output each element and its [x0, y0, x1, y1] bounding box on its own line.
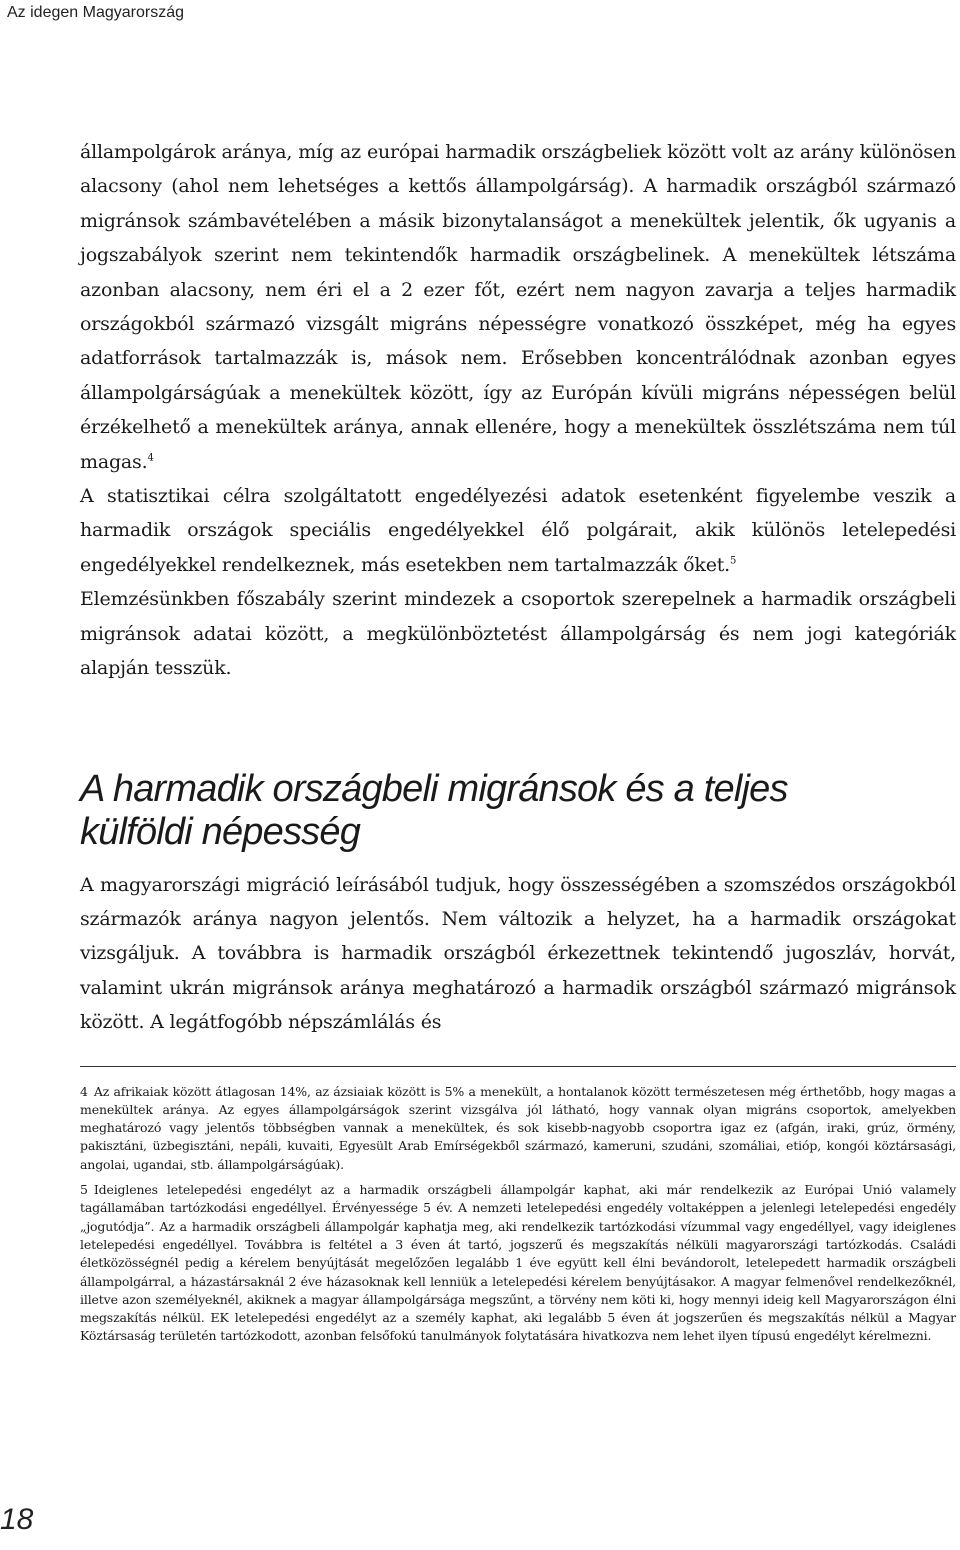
section-heading-line-1: A harmadik országbeli migránsok és a teljes [80, 767, 788, 810]
footnote-number: 4 [80, 1083, 88, 1099]
body-paragraph [80, 479, 956, 582]
footnote [80, 1181, 956, 1346]
page-number: 18 [0, 1503, 34, 1536]
footnote-text: Ideiglenes letelepedési engedélyt az a harmadik országbeli állampolgár kaphat, aki már rendelkezik az Európai Unió valamely tagállamában tartózkodási engedéllyel. Érvényessége 5 év. A nemzeti letelepedési engedély voltaképpen a jelenlegi letelepedési engedély „jogutódja”. Az a harmadik országbeli állampolgár kaphatja meg, aki rendelkezik tartózkodási vízummal vagy engedéllyel, vagy ideiglenes letelepedési engedéllyel. Továbbra is feltétel a 3 éven át tartó, jogszerű és megszakítás nélküli magyarországi tartózkodás. Családi életközösségnél pedig a kérelem benyújtását megelőzően legalább 1 éve együtt kell élni bevándorolt, letelepedett harmadik országbeli állampolgárral, a házastársaknál 2 éve házasoknak kell lenniük a letelepedési kérelem benyújtásakor. A magyar felmenővel rendelkezőknél, illetve azon személyeknél, akiknek a magyar állampolgársága megszűnt, a törvény nem köti ki, hogy mennyi ideig kell Magyarországon élni megszakítás nélkül. EK letelepedési engedélyt az a személy kaphat, aki legalább 5 éven át jogszerűen és megszakítás nélkül a Magyar Köztársaság területén tartózkodott, azonban felsőfokú tanulmányok folytatására hivatkozva nem lehet ilyen típusú engedélyt kérelmezni. [80, 1182, 956, 1344]
body-text [80, 135, 956, 686]
section-heading-line-2: külföldi népesség [80, 810, 361, 853]
footnote-number: 5 [80, 1182, 88, 1198]
page-content [80, 135, 956, 1353]
body-paragraph [80, 135, 956, 479]
footnote-divider [80, 1066, 956, 1067]
paragraph-text: Elemzésünkben főszabály szerint mindezek a csoportok szerepelnek a harmadik országbeli migránsok adatai között, a megkülönböztetést állampolgárság és nem jogi kategóriák alapján tesszük. [80, 588, 956, 680]
running-head: Az idegen Magyarország [7, 4, 184, 21]
body-paragraph [80, 582, 956, 685]
footnotes [80, 1083, 956, 1346]
section-body [80, 868, 956, 1040]
paragraph-text: A statisztikai célra szolgáltatott engedélyezési adatok esetenként figyelembe veszik a harmadik országok speciális engedélyekkel élő polgárait, akik különös letelepedési engedélyekkel rendelkeznek, más esetekben nem tartalmazzák őket. [80, 485, 956, 576]
footnote-ref: 5 [730, 555, 737, 567]
footnote-text: Az afrikaiak között átlagosan 14%, az ázsiaiak között is 5% a menekült, a hontalanok között természetesen még érthetőbb, hogy magas a menekültek aránya. Az egyes állampolgárságok szerint vizsgálva jól látható, hogy vannak olyan migráns csoportok, amelyekben meghatározó vagy jelentős többségben vannak a menekültek, és sok kisebb-nagyobb csoportra igaz ez (afgán, iraki, grúz, örmény, pakisztáni, üzbegisztáni, nepáli, kuvaiti, Egyesült Arab Emírségekből származó, kameruni, szudáni, szomáliai, etióp, kongói köztársasági, angolai, ugandai, stb. állampolgárságúak). [80, 1083, 956, 1172]
footnote [80, 1083, 956, 1174]
paragraph-text: állampolgárok aránya, míg az európai harmadik országbeliek között volt az arány különösen alacsony (ahol nem lehetséges a kettős állampolgárság). A harmadik országból származó migránsok számbavételében a másik bizonytalanságot a menekültek jelentik, ők ugyanis a jogszabályok szerint nem tekintendők harmadik országbelinek. A menekültek létszáma azonban alacsony, nem éri el a 2 ezer főt, ezért nem nagyon zavarja a teljes harmadik országokból származó vizsgált migráns népességre vonatkozó összképet, még ha egyes adatforrások tartalmazzák is, mások nem. Erősebben koncentrálódnak azonban egyes állampolgárságúak a menekültek között, így az Európán kívüli migráns népességen belül érzékelhető a menekültek aránya, annak ellenére, hogy a menekültek összlétszáma nem túl magas. [80, 141, 956, 473]
body-paragraph: A magyarországi migráció leírásából tudjuk, hogy összességében a szomszédos országokból származók aránya nagyon jelentős. Nem változik a helyzet, ha a harmadik országokat vizsgáljuk. A továbbra is harmadik országból érkezettnek tekintendő jugoszláv, horvát, valamint ukrán migránsok aránya meghatározó a harmadik országból származó migránsok között. A legátfogóbb népszámlálás és [80, 873, 956, 1034]
footnote-ref: 4 [147, 452, 154, 464]
section-heading [80, 768, 956, 854]
